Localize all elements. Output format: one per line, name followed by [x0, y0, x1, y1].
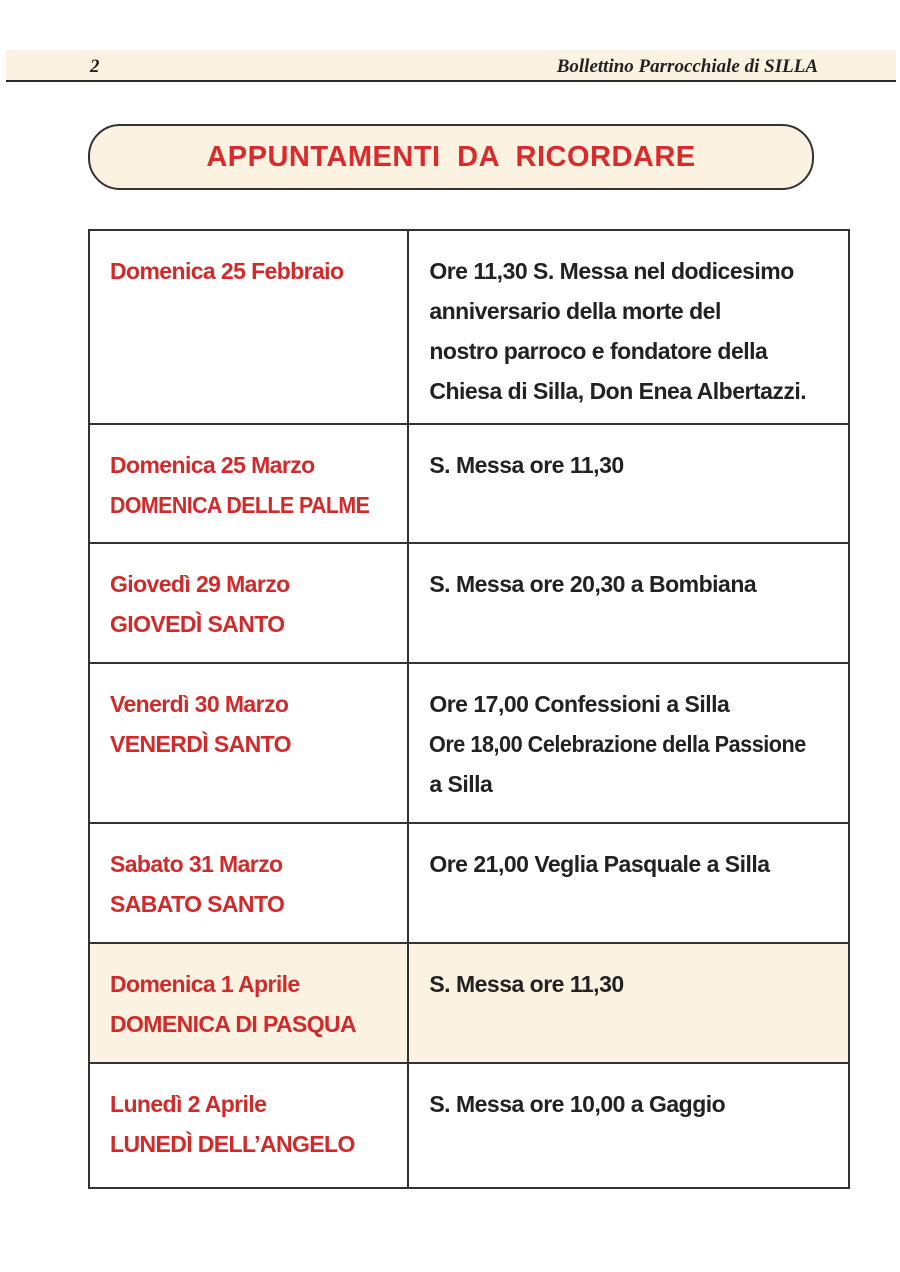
date-cell — [89, 543, 408, 663]
date-cell — [89, 1063, 408, 1188]
event-description-line: S. Messa ore 20,30 a Bombiana — [429, 571, 757, 597]
description-cell — [408, 823, 849, 943]
title-box — [88, 124, 814, 190]
description-cell — [408, 943, 849, 1063]
event-description-line: Ore 11,30 S. Messa nel dodicesimo — [429, 258, 794, 284]
table-row-highlighted — [89, 943, 849, 1063]
description-cell — [408, 230, 849, 424]
date-cell — [89, 663, 408, 823]
event-date: Venerdì 30 Marzo — [110, 691, 289, 717]
event-date: Domenica 25 Febbraio — [110, 258, 344, 284]
header-rule — [6, 80, 896, 82]
event-description-line: S. Messa ore 11,30 — [429, 971, 624, 997]
page-title: APPUNTAMENTI DA RICORDARE — [206, 140, 696, 173]
event-subtitle: VENERDÌ SANTO — [110, 731, 291, 757]
event-description-line: Ore 21,00 Veglia Pasquale a Silla — [429, 851, 770, 877]
event-description-line: S. Messa ore 10,00 a Gaggio — [429, 1091, 726, 1117]
event-description-line: Ore 18,00 Celebrazione della Passione — [429, 731, 807, 757]
event-subtitle: DOMENICA DELLE PALME — [110, 492, 370, 518]
event-date: Sabato 31 Marzo — [110, 851, 283, 877]
event-date: Domenica 25 Marzo — [110, 452, 315, 478]
event-date: Domenica 1 Aprile — [110, 971, 300, 997]
table-row — [89, 823, 849, 943]
event-subtitle: DOMENICA DI PASQUA — [110, 1011, 357, 1037]
date-cell — [89, 823, 408, 943]
event-subtitle: LUNEDÌ DELL’ANGELO — [110, 1131, 355, 1157]
event-subtitle: SABATO SANTO — [110, 891, 285, 917]
event-description-line: Chiesa di Silla, Don Enea Albertazzi. — [429, 378, 807, 404]
event-date: Giovedì 29 Marzo — [110, 571, 290, 597]
description-cell — [408, 1063, 849, 1188]
table-row — [89, 663, 849, 823]
date-cell — [89, 424, 408, 543]
page-number: 2 — [90, 56, 100, 77]
event-description-line: Ore 17,00 Confessioni a Silla — [429, 691, 730, 717]
description-cell — [408, 424, 849, 543]
schedule-table — [88, 229, 850, 1189]
event-subtitle: GIOVEDÌ SANTO — [110, 611, 285, 637]
description-cell — [408, 663, 849, 823]
event-description-line: nostro parroco e fondatore della — [429, 338, 768, 364]
event-description-line: a Silla — [429, 771, 493, 797]
event-description-line: anniversario della morte del — [429, 298, 721, 324]
date-cell — [89, 943, 408, 1063]
table-row — [89, 543, 849, 663]
bulletin-title: Bollettino Parrocchiale di SILLA — [556, 56, 818, 77]
event-date: Lunedì 2 Aprile — [110, 1091, 267, 1117]
event-description-line: S. Messa ore 11,30 — [429, 452, 624, 478]
table-row — [89, 230, 849, 424]
description-cell — [408, 543, 849, 663]
table-row — [89, 1063, 849, 1188]
date-cell — [89, 230, 408, 424]
table-row — [89, 424, 849, 543]
